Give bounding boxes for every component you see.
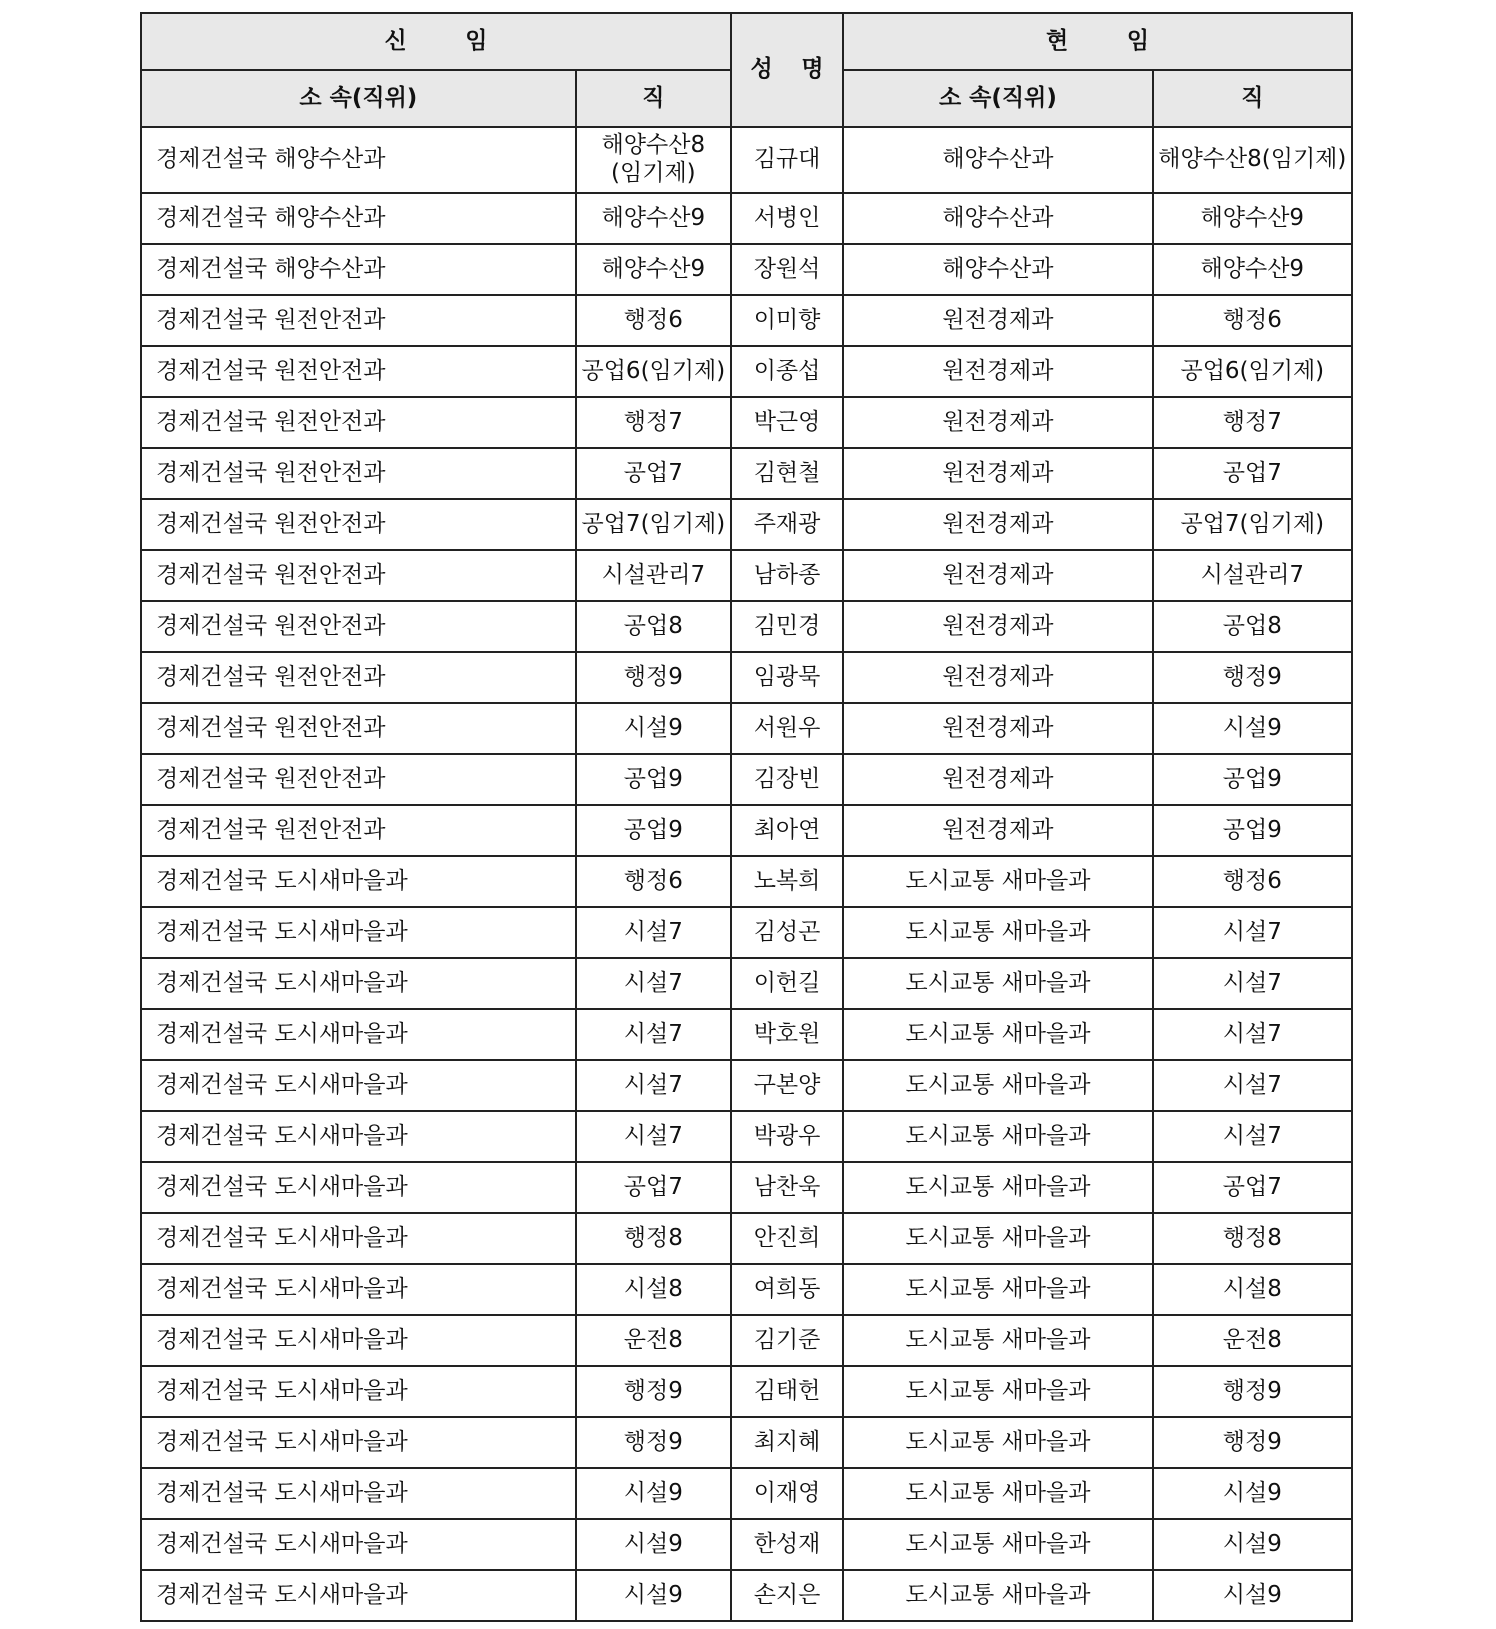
current-rank-cell: 공업6(임기제): [1153, 346, 1352, 397]
new-affiliation-cell: 경제건설국 해양수산과: [141, 193, 576, 244]
new-rank-cell: 시설9: [576, 1468, 731, 1519]
table-row: [141, 244, 1352, 295]
new-rank-cell: 시설9: [576, 1519, 731, 1570]
name-cell: 김기준: [731, 1315, 843, 1366]
name-cell: 최지혜: [731, 1417, 843, 1468]
current-rank-cell: 행정9: [1153, 1417, 1352, 1468]
current-rank-cell: 시설7: [1153, 1009, 1352, 1060]
header-current: 현 임: [843, 13, 1352, 70]
current-rank-cell: 시설7: [1153, 907, 1352, 958]
new-rank-cell: 행정6: [576, 856, 731, 907]
new-rank-cell: 행정7: [576, 397, 731, 448]
name-cell: 김장빈: [731, 754, 843, 805]
name-cell: 노복희: [731, 856, 843, 907]
new-rank-cell: 행정8: [576, 1213, 731, 1264]
current-affiliation-cell: 도시교통 새마을과: [843, 958, 1153, 1009]
new-affiliation-cell: 경제건설국 해양수산과: [141, 127, 576, 193]
current-rank-cell: 시설7: [1153, 1111, 1352, 1162]
table-row: [141, 703, 1352, 754]
current-affiliation-cell: 원전경제과: [843, 601, 1153, 652]
new-rank-cell: 공업8: [576, 601, 731, 652]
current-rank-cell: 시설9: [1153, 1570, 1352, 1621]
name-cell: 주재광: [731, 499, 843, 550]
current-affiliation-cell: 도시교통 새마을과: [843, 1009, 1153, 1060]
new-affiliation-cell: 경제건설국 원전안전과: [141, 805, 576, 856]
current-affiliation-cell: 도시교통 새마을과: [843, 1162, 1153, 1213]
table-row: [141, 601, 1352, 652]
new-affiliation-cell: 경제건설국 원전안전과: [141, 703, 576, 754]
current-rank-cell: 시설8: [1153, 1264, 1352, 1315]
table-row: [141, 1009, 1352, 1060]
current-rank-cell: 행정9: [1153, 1366, 1352, 1417]
new-affiliation-cell: 경제건설국 원전안전과: [141, 652, 576, 703]
current-affiliation-cell: 도시교통 새마을과: [843, 1519, 1153, 1570]
header-new-affiliation: 소 속(직위): [141, 70, 576, 127]
current-rank-cell: 공업9: [1153, 754, 1352, 805]
table-row: [141, 1570, 1352, 1621]
new-affiliation-cell: 경제건설국 도시새마을과: [141, 1519, 576, 1570]
new-rank-cell: 공업9: [576, 805, 731, 856]
current-affiliation-cell: 도시교통 새마을과: [843, 907, 1153, 958]
current-affiliation-cell: 원전경제과: [843, 550, 1153, 601]
new-rank-cell: 해양수산8 (임기제): [576, 127, 731, 193]
current-affiliation-cell: 원전경제과: [843, 652, 1153, 703]
new-rank-cell: 행정6: [576, 295, 731, 346]
current-rank-cell: 행정7: [1153, 397, 1352, 448]
new-affiliation-cell: 경제건설국 원전안전과: [141, 550, 576, 601]
name-cell: 구본양: [731, 1060, 843, 1111]
new-affiliation-cell: 경제건설국 원전안전과: [141, 346, 576, 397]
new-rank-cell: 해양수산9: [576, 244, 731, 295]
current-rank-cell: 공업8: [1153, 601, 1352, 652]
table-row: [141, 499, 1352, 550]
table-row: [141, 958, 1352, 1009]
current-rank-cell: 운전8: [1153, 1315, 1352, 1366]
current-affiliation-cell: 도시교통 새마을과: [843, 1315, 1153, 1366]
name-cell: 김민경: [731, 601, 843, 652]
name-cell: 손지은: [731, 1570, 843, 1621]
new-rank-cell: 해양수산9: [576, 193, 731, 244]
current-rank-cell: 공업9: [1153, 805, 1352, 856]
new-affiliation-cell: 경제건설국 도시새마을과: [141, 1264, 576, 1315]
new-affiliation-cell: 경제건설국 도시새마을과: [141, 1468, 576, 1519]
new-affiliation-cell: 경제건설국 원전안전과: [141, 601, 576, 652]
header-new: 신 임: [141, 13, 731, 70]
new-affiliation-cell: 경제건설국 도시새마을과: [141, 1417, 576, 1468]
table-body: [141, 127, 1352, 1621]
current-affiliation-cell: 원전경제과: [843, 754, 1153, 805]
current-rank-cell: 공업7: [1153, 1162, 1352, 1213]
new-affiliation-cell: 경제건설국 도시새마을과: [141, 1060, 576, 1111]
new-affiliation-cell: 경제건설국 도시새마을과: [141, 1315, 576, 1366]
current-affiliation-cell: 원전경제과: [843, 805, 1153, 856]
header-row-top: [141, 13, 1352, 70]
new-affiliation-cell: 경제건설국 원전안전과: [141, 448, 576, 499]
new-affiliation-cell: 경제건설국 원전안전과: [141, 295, 576, 346]
current-affiliation-cell: 도시교통 새마을과: [843, 1366, 1153, 1417]
current-rank-cell: 해양수산9: [1153, 244, 1352, 295]
new-rank-cell: 시설7: [576, 1060, 731, 1111]
new-rank-cell: 공업9: [576, 754, 731, 805]
table-row: [141, 550, 1352, 601]
new-rank-cell: 시설관리7: [576, 550, 731, 601]
new-rank-cell: 행정9: [576, 1366, 731, 1417]
current-affiliation-cell: 원전경제과: [843, 499, 1153, 550]
new-rank-cell: 행정9: [576, 652, 731, 703]
new-rank-cell: 행정9: [576, 1417, 731, 1468]
current-affiliation-cell: 원전경제과: [843, 397, 1153, 448]
name-cell: 여희동: [731, 1264, 843, 1315]
current-affiliation-cell: 도시교통 새마을과: [843, 856, 1153, 907]
name-cell: 이미향: [731, 295, 843, 346]
table-row: [141, 907, 1352, 958]
current-affiliation-cell: 도시교통 새마을과: [843, 1417, 1153, 1468]
table-row: [141, 1519, 1352, 1570]
current-affiliation-cell: 해양수산과: [843, 193, 1153, 244]
new-rank-cell: 시설7: [576, 907, 731, 958]
current-affiliation-cell: 해양수산과: [843, 244, 1153, 295]
current-rank-cell: 행정6: [1153, 856, 1352, 907]
new-rank-cell: 시설9: [576, 1570, 731, 1621]
current-rank-cell: 해양수산8(임기제): [1153, 127, 1352, 193]
table-row: [141, 1264, 1352, 1315]
name-cell: 서원우: [731, 703, 843, 754]
header-new-rank: 직: [576, 70, 731, 127]
new-affiliation-cell: 경제건설국 도시새마을과: [141, 1570, 576, 1621]
name-cell: 최아연: [731, 805, 843, 856]
name-cell: 김현철: [731, 448, 843, 499]
name-cell: 김규대: [731, 127, 843, 193]
name-cell: 안진희: [731, 1213, 843, 1264]
name-cell: 장원석: [731, 244, 843, 295]
new-rank-cell: 공업7: [576, 448, 731, 499]
table-row: [141, 346, 1352, 397]
current-rank-cell: 행정8: [1153, 1213, 1352, 1264]
table-row: [141, 295, 1352, 346]
table-row: [141, 754, 1352, 805]
new-affiliation-cell: 경제건설국 도시새마을과: [141, 1213, 576, 1264]
current-affiliation-cell: 해양수산과: [843, 127, 1153, 193]
new-affiliation-cell: 경제건설국 원전안전과: [141, 754, 576, 805]
current-rank-cell: 시설7: [1153, 958, 1352, 1009]
name-cell: 박호원: [731, 1009, 843, 1060]
table-row: [141, 1417, 1352, 1468]
new-affiliation-cell: 경제건설국 원전안전과: [141, 499, 576, 550]
new-affiliation-cell: 경제건설국 도시새마을과: [141, 1366, 576, 1417]
table-row: [141, 193, 1352, 244]
new-rank-cell: 시설7: [576, 1009, 731, 1060]
current-rank-cell: 시설7: [1153, 1060, 1352, 1111]
new-rank-cell: 시설8: [576, 1264, 731, 1315]
header-name: 성 명: [731, 13, 843, 127]
table-row: [141, 1111, 1352, 1162]
name-cell: 박근영: [731, 397, 843, 448]
current-affiliation-cell: 원전경제과: [843, 448, 1153, 499]
name-cell: 남찬욱: [731, 1162, 843, 1213]
table-row: [141, 397, 1352, 448]
current-affiliation-cell: 원전경제과: [843, 703, 1153, 754]
table-row: [141, 1468, 1352, 1519]
new-affiliation-cell: 경제건설국 도시새마을과: [141, 1162, 576, 1213]
table-row: [141, 805, 1352, 856]
name-cell: 이종섭: [731, 346, 843, 397]
table-row: [141, 1366, 1352, 1417]
name-cell: 박광우: [731, 1111, 843, 1162]
table-row: [141, 127, 1352, 193]
current-rank-cell: 시설9: [1153, 1519, 1352, 1570]
current-affiliation-cell: 도시교통 새마을과: [843, 1264, 1153, 1315]
table-row: [141, 1315, 1352, 1366]
current-rank-cell: 공업7: [1153, 448, 1352, 499]
current-affiliation-cell: 도시교통 새마을과: [843, 1111, 1153, 1162]
current-affiliation-cell: 도시교통 새마을과: [843, 1570, 1153, 1621]
name-cell: 이재영: [731, 1468, 843, 1519]
table-row: [141, 1162, 1352, 1213]
new-affiliation-cell: 경제건설국 원전안전과: [141, 397, 576, 448]
new-affiliation-cell: 경제건설국 도시새마을과: [141, 958, 576, 1009]
new-affiliation-cell: 경제건설국 해양수산과: [141, 244, 576, 295]
current-affiliation-cell: 원전경제과: [843, 346, 1153, 397]
new-rank-cell: 시설7: [576, 958, 731, 1009]
current-rank-cell: 행정9: [1153, 652, 1352, 703]
new-rank-cell: 운전8: [576, 1315, 731, 1366]
current-rank-cell: 시설관리7: [1153, 550, 1352, 601]
table-row: [141, 1060, 1352, 1111]
name-cell: 김태헌: [731, 1366, 843, 1417]
current-rank-cell: 시설9: [1153, 1468, 1352, 1519]
current-affiliation-cell: 도시교통 새마을과: [843, 1468, 1153, 1519]
new-rank-cell: 공업7: [576, 1162, 731, 1213]
name-cell: 남하종: [731, 550, 843, 601]
new-affiliation-cell: 경제건설국 도시새마을과: [141, 856, 576, 907]
table-row: [141, 856, 1352, 907]
current-rank-cell: 공업7(임기제): [1153, 499, 1352, 550]
new-rank-cell: 시설7: [576, 1111, 731, 1162]
current-rank-cell: 행정6: [1153, 295, 1352, 346]
personnel-table: [140, 12, 1353, 1622]
new-affiliation-cell: 경제건설국 도시새마을과: [141, 1009, 576, 1060]
name-cell: 서병인: [731, 193, 843, 244]
name-cell: 한성재: [731, 1519, 843, 1570]
name-cell: 임광묵: [731, 652, 843, 703]
new-affiliation-cell: 경제건설국 도시새마을과: [141, 907, 576, 958]
new-rank-cell: 시설9: [576, 703, 731, 754]
name-cell: 이헌길: [731, 958, 843, 1009]
new-rank-cell: 공업6(임기제): [576, 346, 731, 397]
new-affiliation-cell: 경제건설국 도시새마을과: [141, 1111, 576, 1162]
current-affiliation-cell: 도시교통 새마을과: [843, 1213, 1153, 1264]
table-row: [141, 448, 1352, 499]
current-rank-cell: 시설9: [1153, 703, 1352, 754]
header-current-rank: 직: [1153, 70, 1352, 127]
current-affiliation-cell: 도시교통 새마을과: [843, 1060, 1153, 1111]
current-affiliation-cell: 원전경제과: [843, 295, 1153, 346]
current-rank-cell: 해양수산9: [1153, 193, 1352, 244]
header-current-affiliation: 소 속(직위): [843, 70, 1153, 127]
name-cell: 김성곤: [731, 907, 843, 958]
new-rank-cell: 공업7(임기제): [576, 499, 731, 550]
table-row: [141, 1213, 1352, 1264]
table-row: [141, 652, 1352, 703]
